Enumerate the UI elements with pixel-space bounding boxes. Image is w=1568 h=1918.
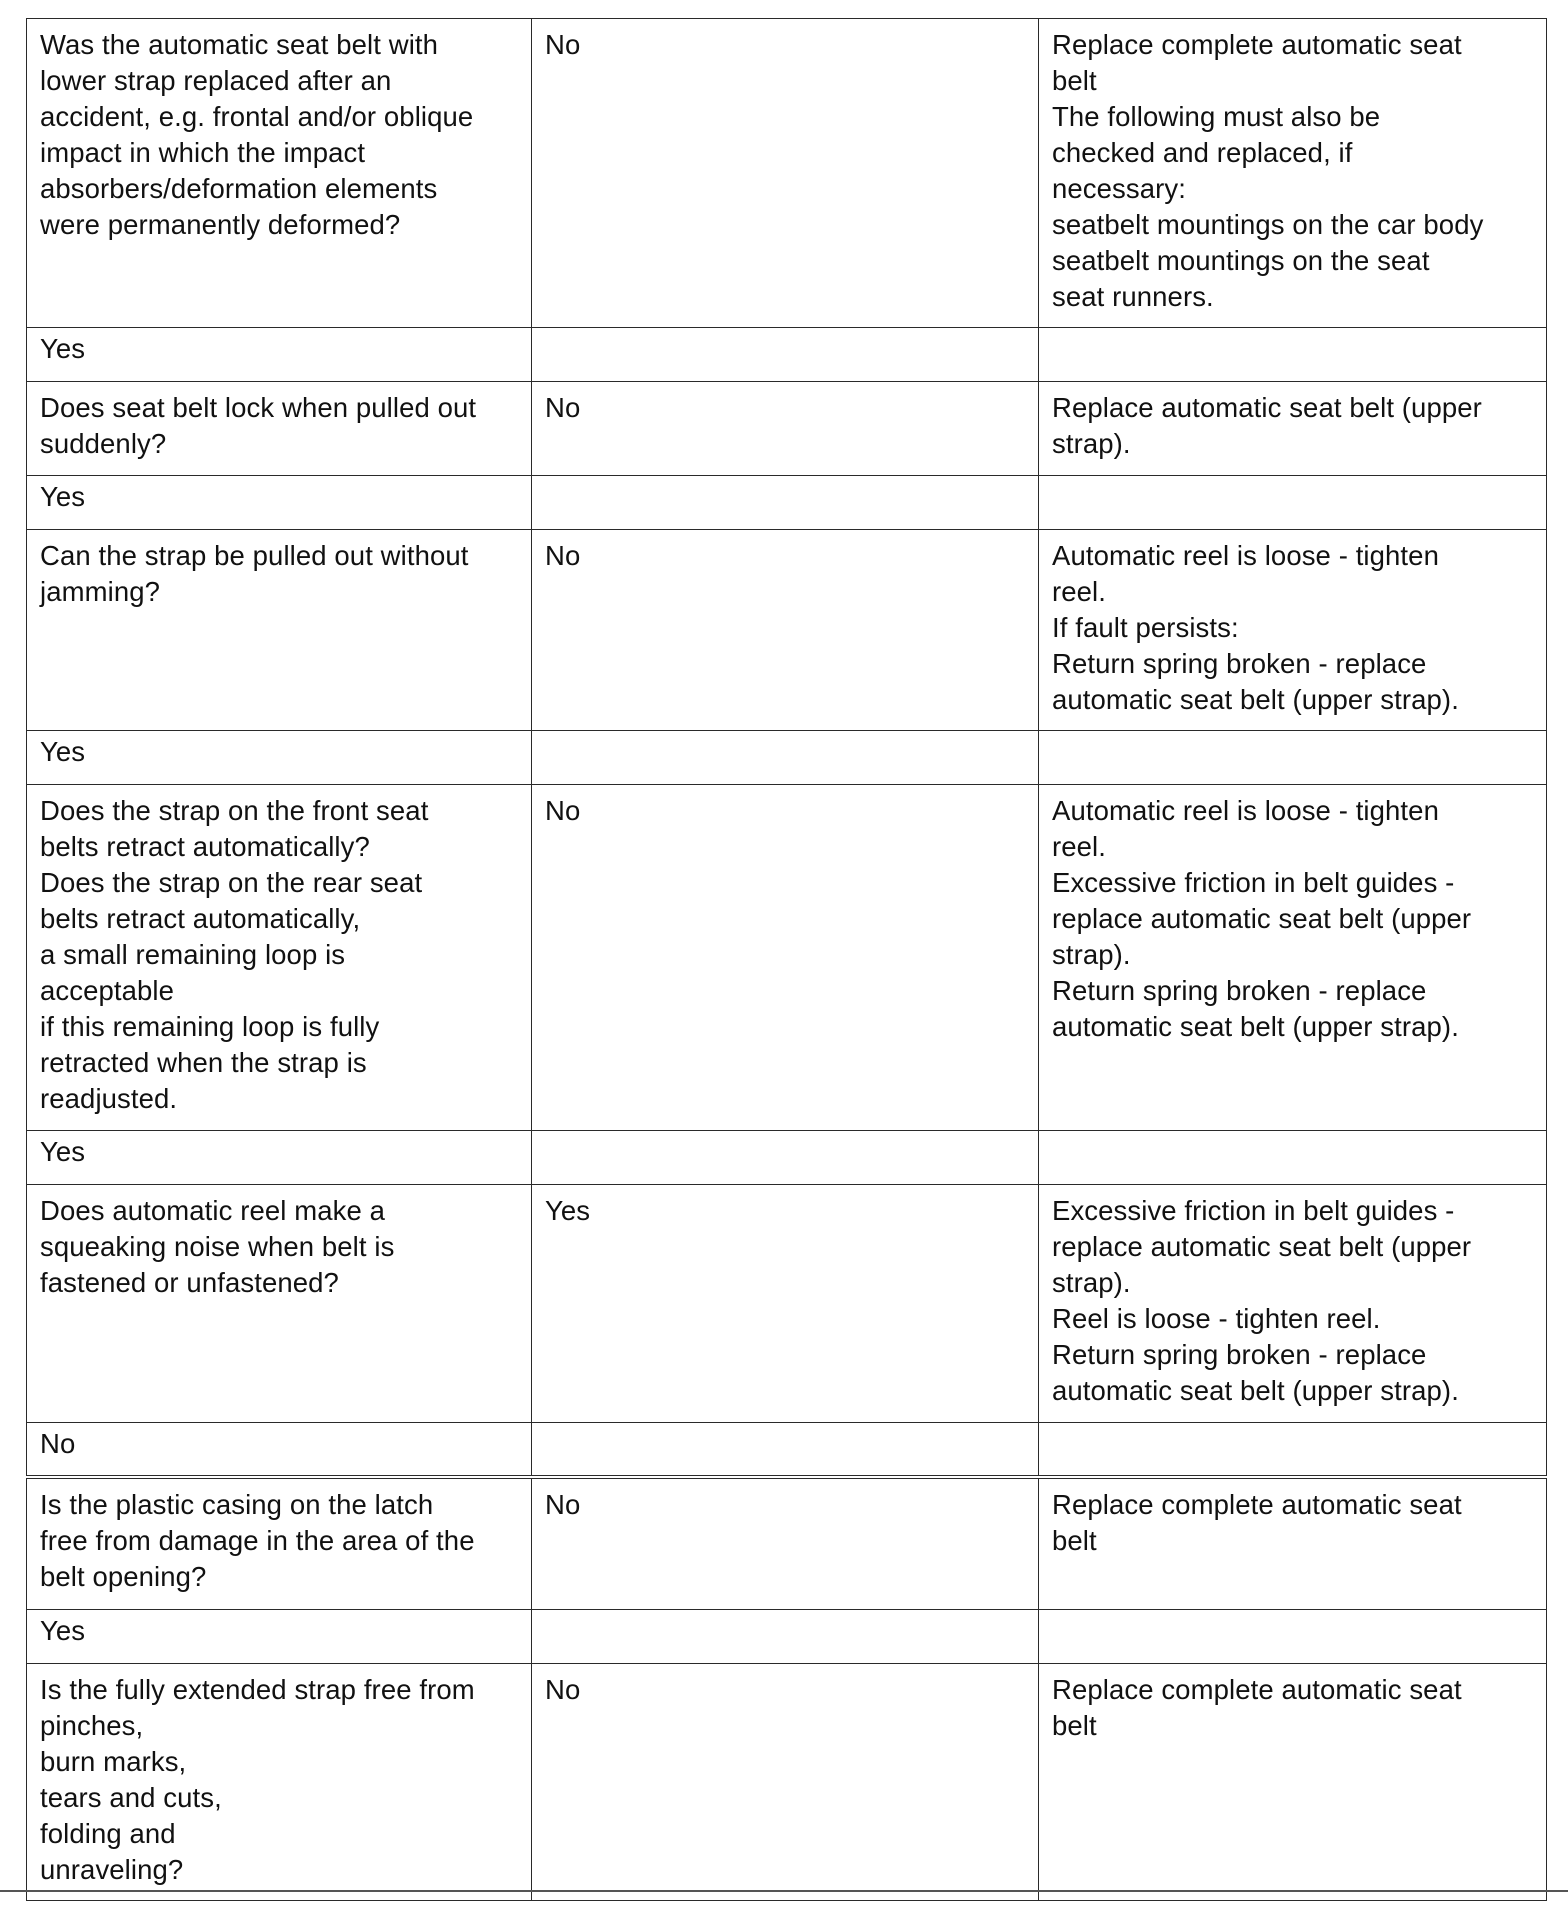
action-cell: Replace complete automatic seat belt [1039, 1477, 1547, 1610]
result-cell: Yes [532, 1185, 1039, 1423]
question-cell: Does the strap on the front seat belts retract automatically? Does the strap on the rear seat belts retract automatically, a small remaining loop is acceptable if this remaining loop is fully retracted when the strap is readjusted. [27, 785, 532, 1131]
answer-cell: Yes [27, 1131, 532, 1185]
empty-cell [1039, 1610, 1547, 1664]
question-cell: Does seat belt lock when pulled out suddenly? [27, 382, 532, 476]
question-cell: Does automatic reel make a squeaking noise when belt is fastened or unfastened? [27, 1185, 532, 1423]
result-cell: No [532, 382, 1039, 476]
question-cell: Can the strap be pulled out without jamming? [27, 530, 532, 731]
seat-belt-check-table-page [26, 18, 1546, 1901]
answer-row [27, 1131, 1547, 1185]
check-row-squeaking-noise [27, 1185, 1547, 1423]
action-cell: Replace automatic seat belt (upper strap). [1039, 382, 1547, 476]
empty-cell [532, 476, 1039, 530]
check-row-belt-lock [27, 382, 1547, 476]
answer-cell: No [27, 1423, 532, 1477]
check-row-accident-replacement [27, 19, 1547, 328]
action-cell: Excessive friction in belt guides - replace automatic seat belt (upper strap). Reel is loose - tighten reel. Return spring broken - replace automatic seat belt (upper strap). [1039, 1185, 1547, 1423]
question-cell: Is the plastic casing on the latch free from damage in the area of the belt opening? [27, 1477, 532, 1610]
answer-row [27, 476, 1547, 530]
answer-cell: Yes [27, 731, 532, 785]
empty-cell [1039, 476, 1547, 530]
action-cell: Replace complete automatic seat belt [1039, 1664, 1547, 1901]
action-cell: Automatic reel is loose - tighten reel. If fault persists: Return spring broken - replace automatic seat belt (upper strap). [1039, 530, 1547, 731]
question-cell: Is the fully extended strap free from pinches, burn marks, tears and cuts, folding and unraveling? [27, 1664, 532, 1901]
empty-cell [1039, 731, 1547, 785]
result-cell: No [532, 785, 1039, 1131]
result-cell: No [532, 1664, 1039, 1901]
check-row-latch-casing [27, 1477, 1547, 1610]
empty-cell [532, 1610, 1039, 1664]
empty-cell [1039, 1423, 1547, 1477]
empty-cell [1039, 328, 1547, 382]
check-row-strap-jamming [27, 530, 1547, 731]
seat-belt-check-table [26, 18, 1547, 1901]
answer-cell: Yes [27, 328, 532, 382]
question-cell: Was the automatic seat belt with lower strap replaced after an accident, e.g. frontal and/or oblique impact in which the impact absorbers/deformation elements were permanently deformed? [27, 19, 532, 328]
answer-row [27, 328, 1547, 382]
result-cell: No [532, 530, 1039, 731]
empty-cell [532, 1131, 1039, 1185]
result-cell: No [532, 1477, 1039, 1610]
answer-row [27, 1423, 1547, 1477]
answer-row [27, 731, 1547, 785]
action-cell: Automatic reel is loose - tighten reel. Excessive friction in belt guides - replace automatic seat belt (upper strap). Return spring broken - replace automatic seat belt (upper strap). [1039, 785, 1547, 1131]
answer-cell: Yes [27, 1610, 532, 1664]
result-cell: No [532, 19, 1039, 328]
action-cell: Replace complete automatic seat belt The following must also be checked and replaced, if necessary: seatbelt mountings on the car body seatbelt mountings on the seat seat runners. [1039, 19, 1547, 328]
empty-cell [1039, 1131, 1547, 1185]
empty-cell [532, 1423, 1039, 1477]
page-bottom-rule [0, 1890, 1568, 1892]
check-row-strap-retraction [27, 785, 1547, 1131]
empty-cell [532, 328, 1039, 382]
empty-cell [532, 731, 1039, 785]
answer-row [27, 1610, 1547, 1664]
answer-cell: Yes [27, 476, 532, 530]
check-row-strap-condition [27, 1664, 1547, 1901]
